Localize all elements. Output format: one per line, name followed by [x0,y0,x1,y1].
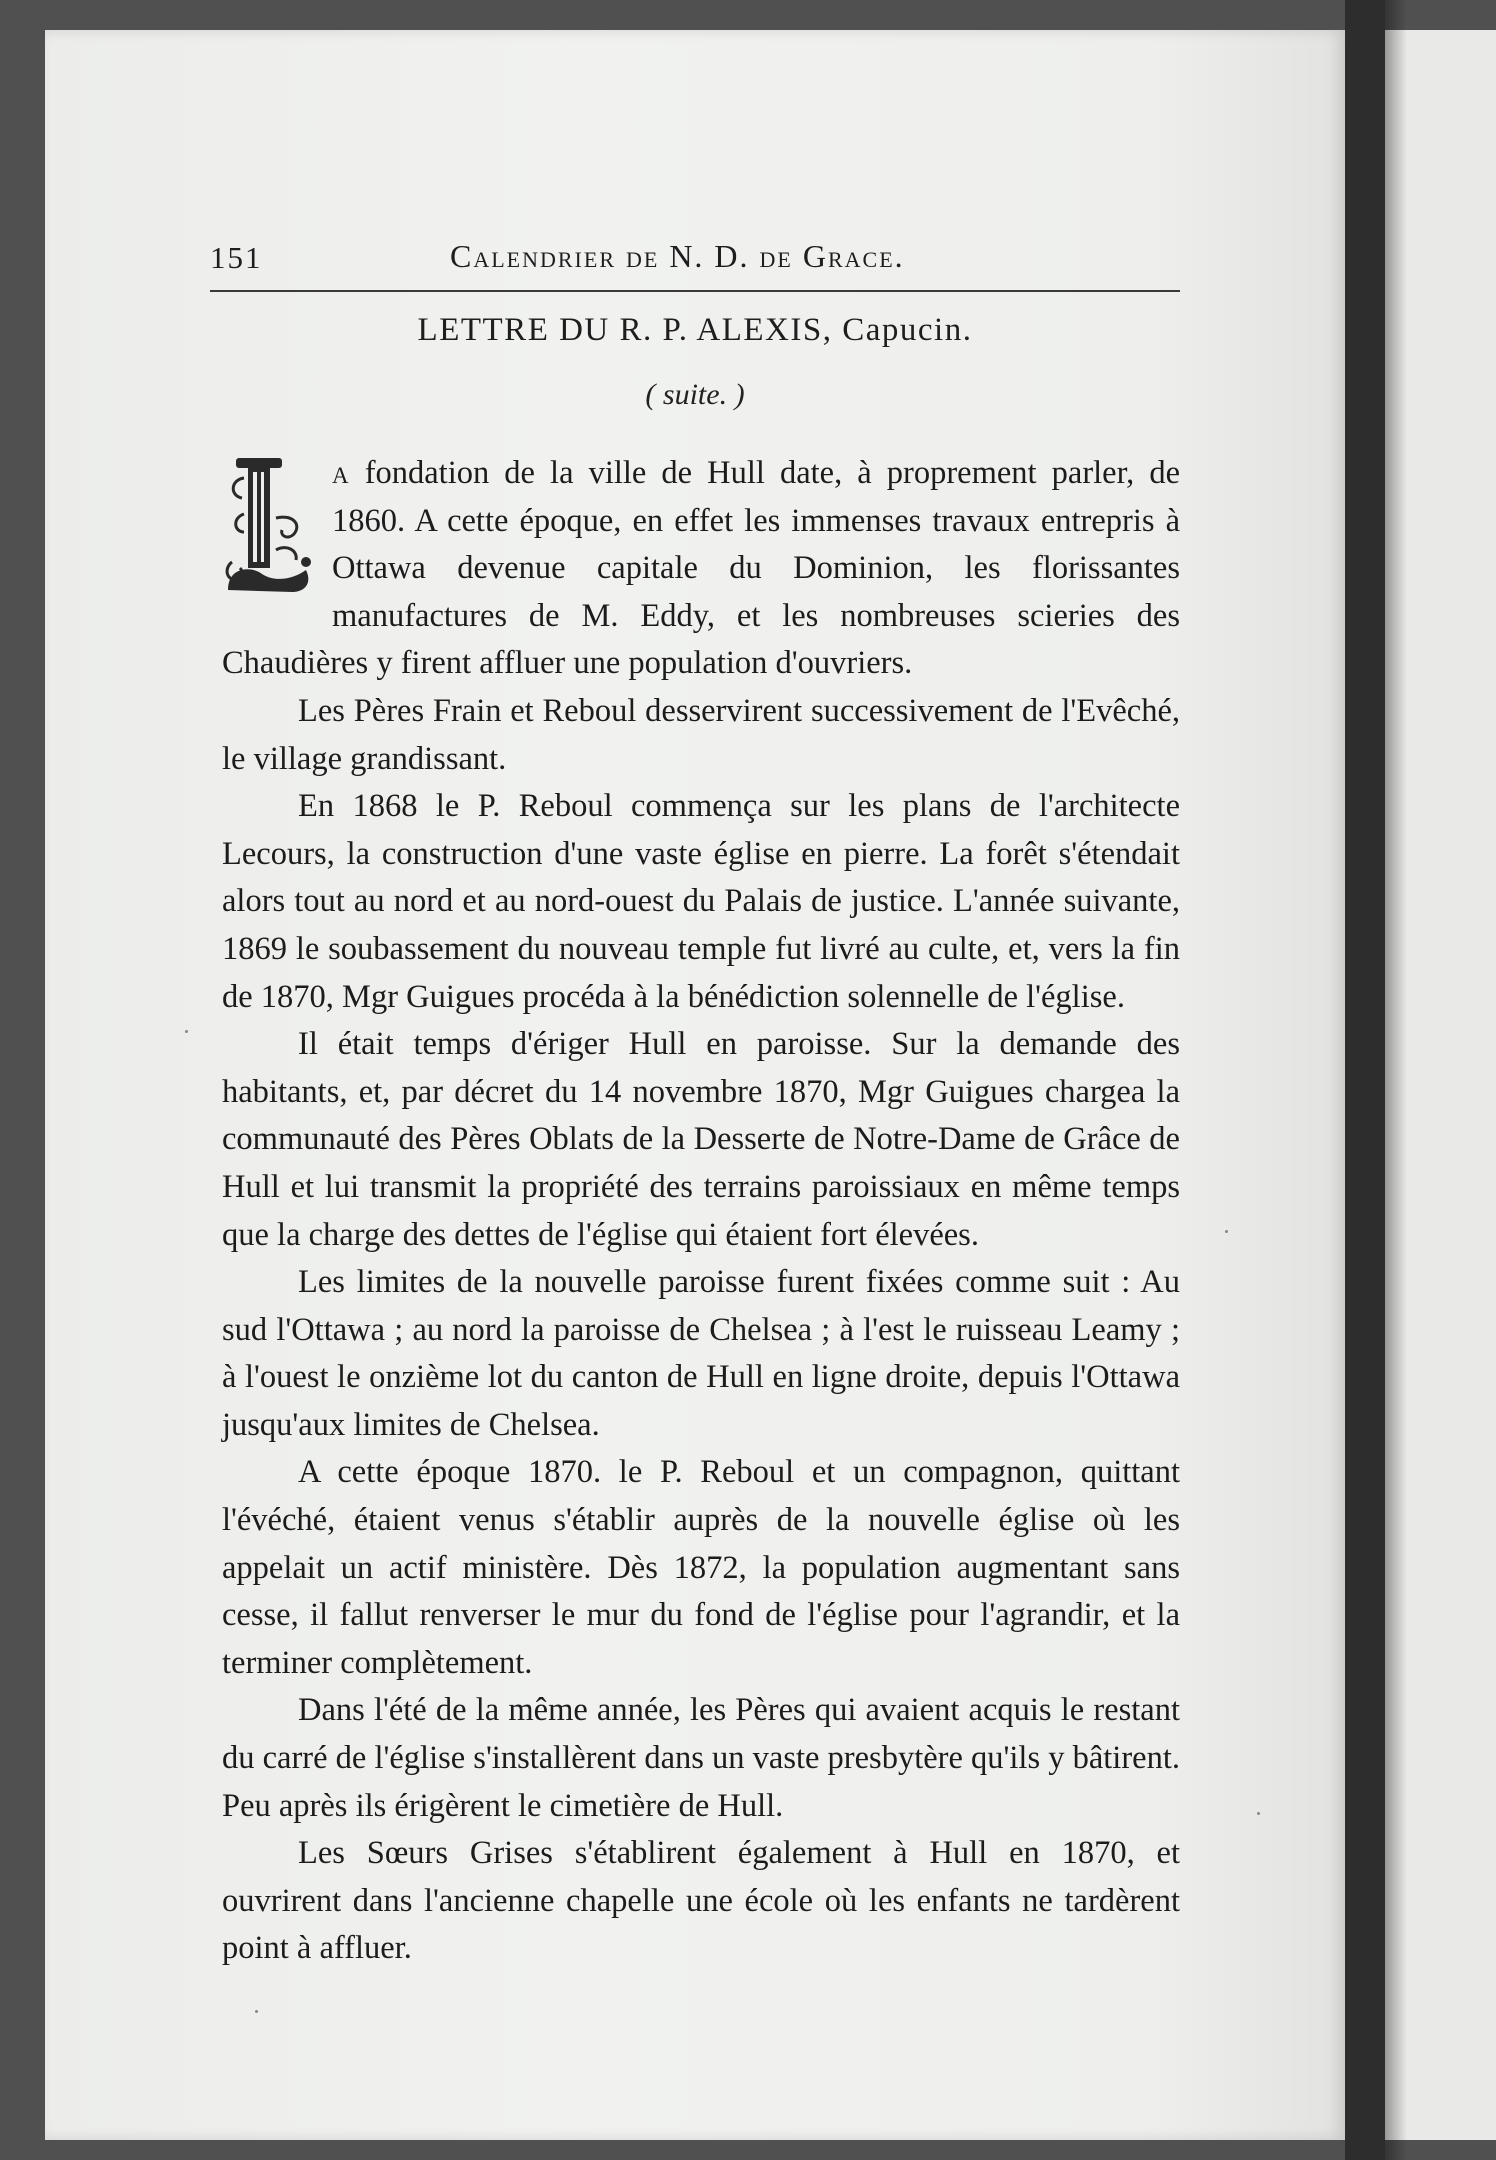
page-header [210,232,1180,280]
paragraph [222,450,1180,688]
header-rule [210,290,1180,292]
print-speck [185,1030,188,1033]
paragraph-text: fondation de la ville de Hull date, à proprement parler, de 1860. A cette époque, en effet les immenses travaux entrepris à Ottawa devenue capitale du Dominion, les florissantes manufactures de M. Eddy, et les nombreuses scieries des Chaudières y firent affluer une population d'ouvriers. [222,455,1180,682]
paragraph: En 1868 le P. Reboul commença sur les plans de l'architecte Lecours, la construction d'une vaste église en pierre. La forêt s'étendait alors tout au nord et au nord-ouest du Palais de justice. L'année suivante, 1869 le soubassement du nouveau temple fut livré au culte, et, vers la fin de 1870, Mgr Guigues procéda à la bénédiction solennelle de l'église. [222,788,1180,1015]
book-spine [1345,0,1385,2160]
article-body [222,450,1180,1973]
paragraph: Les limites de la nouvelle paroisse furent fixées comme suit : Au sud l'Ottawa ; au nord la paroisse de Chelsea ; à l'est le ruisseau Leamy ; à l'ouest le onzième lot du canton de Hull en ligne droite, depuis l'Ottawa jusqu'aux limites de Chelsea. [222,1264,1180,1443]
page-number: 151 [210,240,263,275]
paragraph: Les Pères Frain et Reboul desservirent successivement de l'Evêché, le village grandissant. [222,692,1180,777]
ornate-letter-l-icon [222,458,314,598]
drop-cap-continuation: a [332,455,350,491]
running-head: Calendrier de N. D. de Grace. [450,238,905,274]
paragraph: Il était temps d'ériger Hull en paroisse. Sur la demande des habitants, et, par décret du 14 novembre 1870, Mgr Guigues chargea la communauté des Pères Oblats de la Desserte de Notre-Dame de Grâce de Hull et lui transmit la propriété des terrains paroissiaux en même temps que la charge des dettes de l'église qui étaient fort élevées. [222,1026,1180,1253]
gutter-shadow [1385,0,1407,2160]
drop-cap-ornament [222,458,314,598]
paragraph: A cette époque 1870. le P. Reboul et un compagnon, quittant l'évéché, étaient venus s'établir auprès de la nouvelle église où les appelait un actif ministère. Dès 1872, la population augmentant sans cesse, il fallut renverser le mur du fond de l'église pour l'agrandir, et la terminer complètement. [222,1454,1180,1681]
print-speck [1225,1230,1228,1233]
article-subtitle: ( suite. ) [645,378,745,411]
paragraph: Les Sœurs Grises s'établirent également à Hull en 1870, et ouvrirent dans l'ancienne chapelle une école où les enfants ne tardèrent point à affluer. [222,1835,1180,1967]
article-title: LETTRE DU R. P. ALEXIS, Capucin. [417,312,973,348]
paragraph: Dans l'été de la même année, les Pères qui avaient acquis le restant du carré de l'église s'installèrent dans un vaste presbytère qu'ils y bâtirent. Peu après ils érigèrent le cimetière de Hull. [222,1692,1180,1824]
print-speck [255,2010,258,2013]
print-speck [1257,1812,1260,1815]
